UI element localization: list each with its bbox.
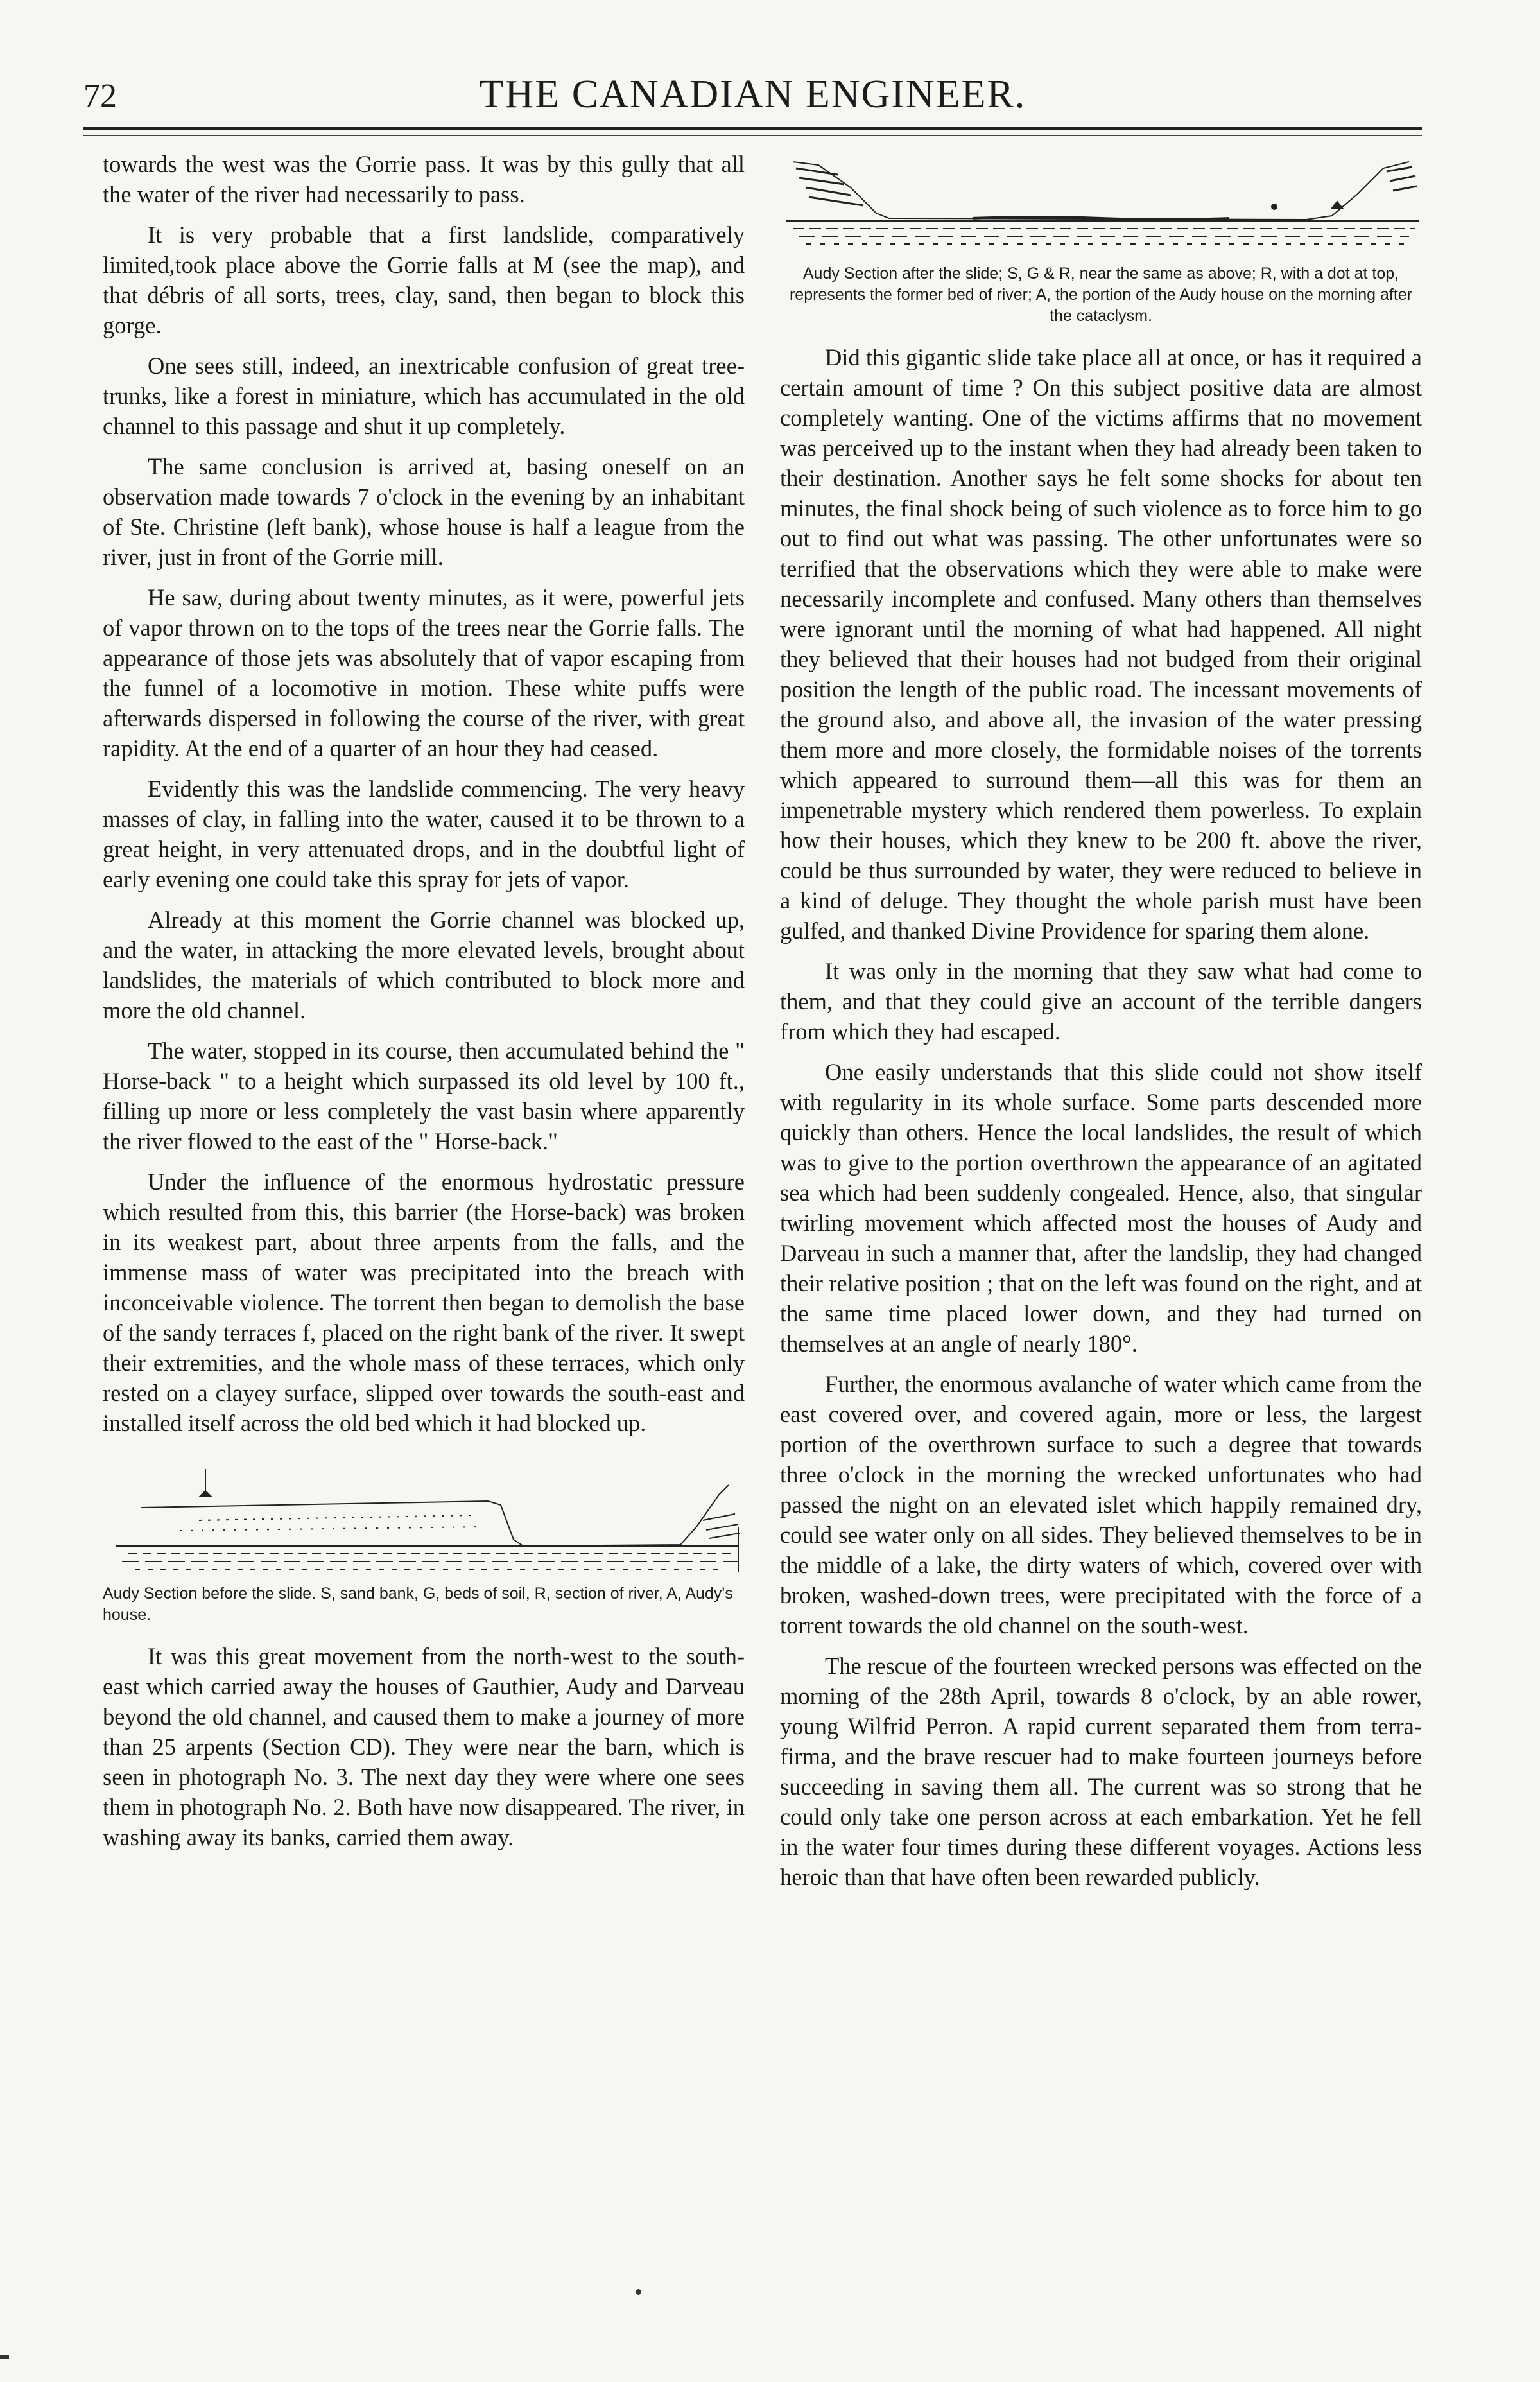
paragraph: It is very probable that a first landslide, comparatively limited,took place above the Gorrie falls at M (see the map), and that débris of all sorts, trees, clay, sand, then began to block this gorge.	[103, 222, 745, 338]
paragraph: It was only in the morning that they saw what had come to them, and that they could give an account of the terrible dangers from which they had escaped.	[780, 958, 1422, 1045]
paragraph: The rescue of the fourteen wrecked persons was effected on the morning of the 28th April, towards 8 o'clock, by an able rower, young Wilfrid Perron. A rapid current separated them from terra-firma, and the brave rescuer had to make fourteen journeys before succeeding in saving them all. The current was so strong that he could only take one person across at each embarkation. Yet he fell in the water four times during these different voyages. Actions less heroic than that have often been rewarded publicly.	[780, 1653, 1422, 1890]
paragraph: The same conclusion is arrived at, basing oneself on an observation made towards 7 o'clock in the evening by an inhabitant of Ste. Christine (left bank), whose house is half a league from the river, just in front of the Gorrie mill.	[103, 453, 745, 570]
print-speck	[636, 2289, 641, 2295]
paragraph: It was this great movement from the north-west to the south-east which carried away the houses of Gauthier, Audy and Darveau beyond the old channel, and caused them to make a journey of more than 25 arpents (Section CD). They were near the barn, which is seen in photograph No. 3. The next day they were where one sees them in photograph No. 2. Both have now disappeared. The river, in washing away its banks, carried them away.	[103, 1643, 745, 1850]
paragraph: The water, stopped in its course, then accumulated behind the " Horse-back " to a height which surpassed its old level by 100 ft., filling up more or less completely the vast basin where apparently the river flowed to the east of the " Horse-back."	[103, 1038, 745, 1154]
section-before-diagram	[103, 1450, 745, 1578]
paragraph: towards the west was the Gorrie pass. It was by this gully that all the water of the river had necessarily to pass.	[103, 151, 745, 207]
section-after-figure	[780, 149, 1422, 327]
header-rule	[83, 127, 1422, 130]
journal-title: THE CANADIAN ENGINEER.	[479, 73, 1026, 116]
section-before-figure	[103, 1450, 745, 1626]
paragraph: Already at this moment the Gorrie channel was blocked up, and the water, in attacking the more elevated levels, brought about landslides, the materials of which contributed to block more and more the old channel.	[103, 907, 745, 1023]
figure-caption: Audy Section after the slide; S, G & R, near the same as above; R, with a dot at top, represents the former bed of river; A, the portion of the Audy house on the morning after the cataclysm.	[789, 265, 1412, 325]
page-header	[83, 72, 1422, 130]
figure-caption: Audy Section before the slide. S, sand bank, G, beds of soil, R, section of river, A, Audy's house.	[103, 1585, 733, 1624]
page-number: 72	[83, 78, 117, 114]
section-after-diagram	[780, 149, 1422, 258]
paragraph: Evidently this was the landslide commencing. The very heavy masses of clay, in falling into the water, caused it to be thrown to a great height, in very attenuated drops, and in the doubtful light of early evening one could take this spray for jets of vapor.	[103, 776, 745, 892]
paragraph: Further, the enormous avalanche of water which came from the east covered over, and covered again, more or less, the largest portion of the overthrown surface to such a degree that towards three o'clock in the morning the wrecked unfortunates who had passed the night on an elevated islet which happily remained dry, could see water only on all sides. They believed themselves to be in the middle of a lake, the dirty waters of which, covered over with broken, washed-down trees, were precipitated with the force of a torrent towards the old channel on the south-west.	[780, 1371, 1422, 1639]
paragraph: One easily understands that this slide could not show itself with regularity in its whole surface. Some parts descended more quickly than others. Hence the local landslides, the result of which was to give to the portion overthrown the appearance of an agitated sea which had been suddenly congealed. Hence, also, that singular twirling movement which affected most the houses of Audy and Darveau in such a manner that, after the landslip, they had changed their relative position ; that on the left was found on the right, and at the same time placed lower down, and they had turned on themselves at an angle of nearly 180°.	[780, 1059, 1422, 1357]
edge-mark	[0, 2355, 9, 2359]
paragraph: One sees still, indeed, an inextricable confusion of great tree-trunks, like a forest in miniature, which has accumulated in the old channel to this passage and shut it up completely.	[103, 352, 745, 439]
right-column	[780, 149, 1422, 1902]
paragraph: He saw, during about twenty minutes, as it were, powerful jets of vapor thrown on to the tops of the trees near the Gorrie falls. The appearance of those jets was absolutely that of vapor escaping from the funnel of a locomotive in motion. These white puffs were afterwards dispersed in following the course of the river, with great rapidity. At the end of a quarter of an hour they had ceased.	[103, 584, 745, 761]
header-rule-thin	[83, 135, 1422, 136]
paragraph: Did this gigantic slide take place all at once, or has it required a certain amount of time ? On this subject positive data are almost completely wanting. One of the victims affirms that no movement was perceived up to the instant when they had already been taken to their destination. Another says he felt some shocks for about ten minutes, the final shock being of such violence as to force him to go out to find out what was passing. The other unfortunates were so terrified that the observations which they were able to make were necessarily incomplete and confused. Many others than themselves were ignorant until the morning of what had happened. All night they believed that their houses had not budged from their original position the length of the public road. The incessant movements of the ground also, and above all, the invasion of the water pressing them more and more closely, the formidable noises of the torrents which appeared to surround them—all this was for them an impenetrable mystery which rendered them powerless. To explain how their houses, which they knew to be 200 ft. above the river, could be thus surrounded by water, they were reduced to believe in a kind of deluge. They thought the whole parish must have been gulfed, and thanked Divine Providence for sparing them alone.	[780, 344, 1422, 944]
paragraph: Under the influence of the enormous hydrostatic pressure which resulted from this, this barrier (the Horse-back) was broken in its weakest part, about three arpents from the falls, and the immense mass of water was precipitated into the breach with inconceivable violence. The torrent then began to demolish the base of the sandy terraces f, placed on the right bank of the river. It swept their extremities, and the whole mass of these terraces, which only rested on a clayey surface, slipped over towards the south-east and installed itself across the old bed which it had blocked up.	[103, 1169, 745, 1436]
left-column	[103, 149, 745, 1863]
